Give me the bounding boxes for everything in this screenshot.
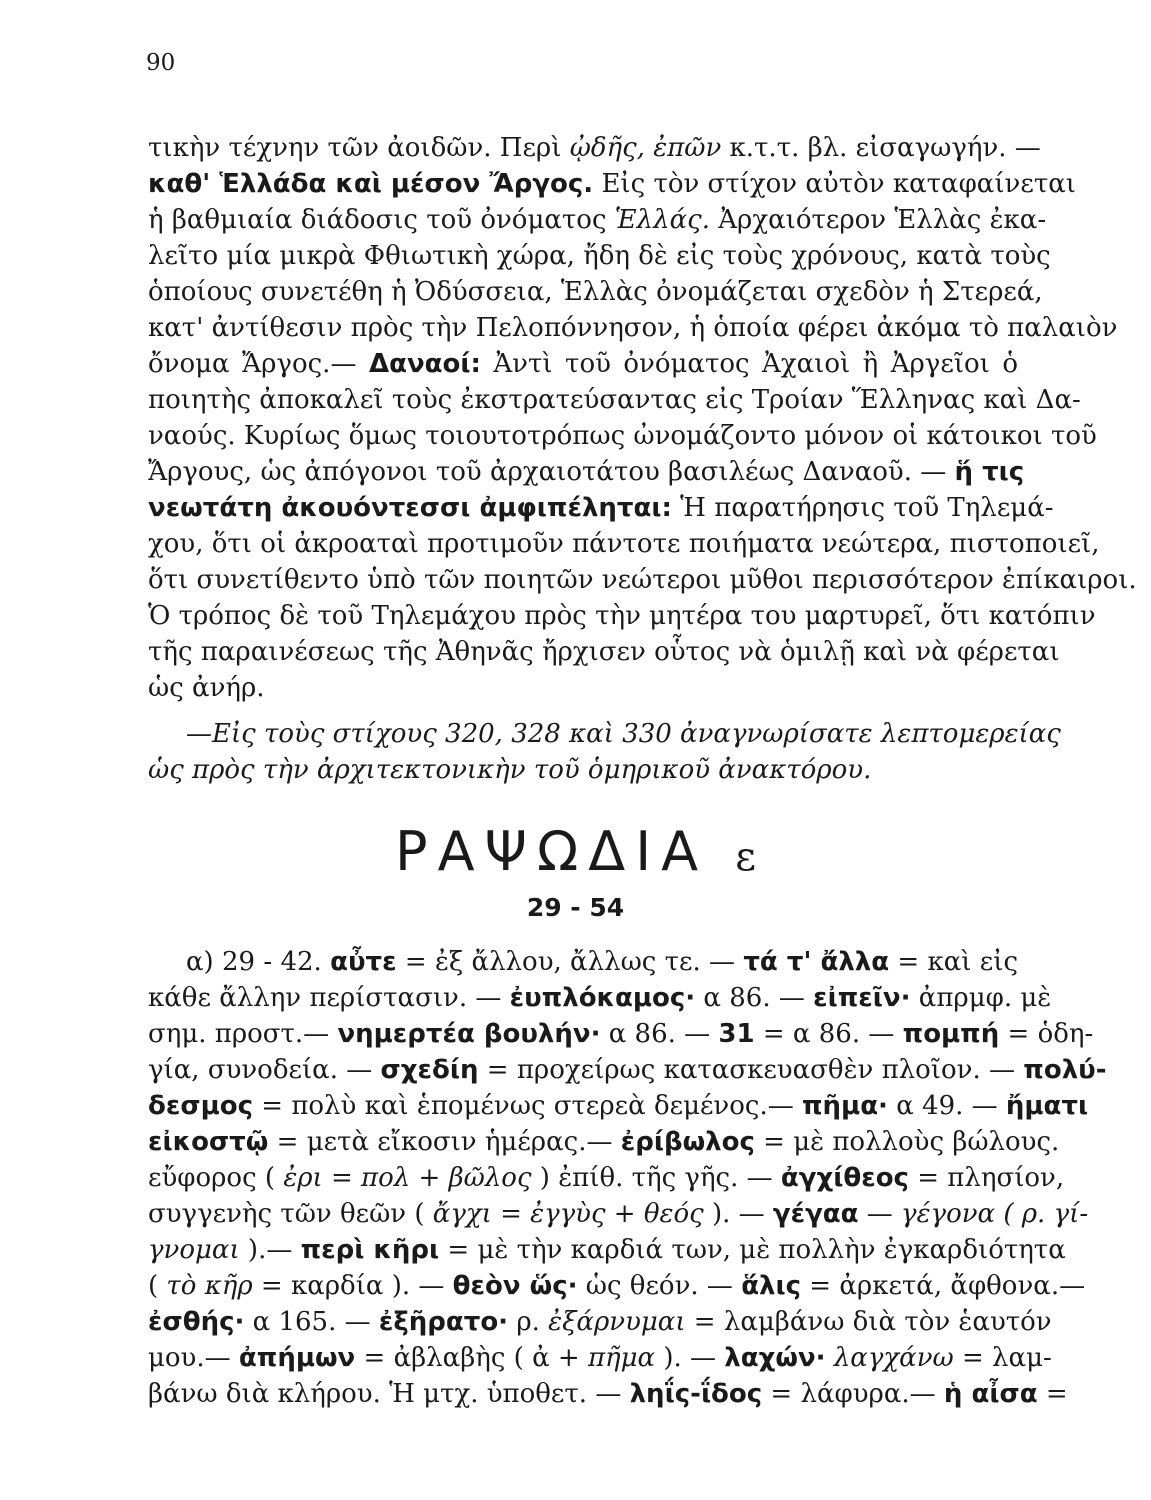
text-line: χου, ὅτι οἱ ἀκροαταὶ προτιμοῦν πάντοτε ποιήματα νεώτερα, πιστοποιεῖ, xyxy=(148,529,1100,559)
text-line: καθ' Ἑλλάδα καὶ μέσον Ἄργος. Εἰς τὸν στίχον αὐτὸν καταφαίνεται xyxy=(148,169,1076,199)
text-line: —Εἰς τοὺς στίχους 320, 328 καὶ 330 ἀναγνωρίσατε λεπτομερείας xyxy=(186,719,1061,749)
text-line: ( τὸ κῆρ = καρδία ). — θεὸν ὥς· ὡς θεόν. — ἅλις = ἀρκετά, ἄφθονα.— xyxy=(148,1271,1086,1301)
text-line: ὁποίους συνετέθη ἡ Ὀδύσσεια, Ἑλλὰς ὀνομάζεται σχεδὸν ἡ Στερεά, xyxy=(148,277,1043,307)
text-line: κάθε ἄλλην περίστασιν. — ἐυπλόκαμος· α 86. — εἰπεῖν· ἀπρμφ. μὲ xyxy=(148,983,1052,1013)
section-letter: ε xyxy=(735,834,756,880)
text-line: ὡς ἀνήρ. xyxy=(148,673,265,703)
text-line: εὔφορος ( ἐρι = πολ + βῶλος ) ἐπίθ. τῆς γῆς. — ἀγχίθεος = πλησίον, xyxy=(148,1163,1065,1193)
text-line: ἐσθής· α 165. — ἐξῆρατο· ρ. ἐξάρνυμαι = λαμβάνω διὰ τὸν ἑαυτόν xyxy=(148,1307,1052,1337)
text-line: γνομαι ).— περὶ κῆρι = μὲ τὴν καρδιά των, μὲ πολλὴν ἐγκαρδιότητα xyxy=(148,1235,1066,1265)
text-line: κατ' ἀντίθεσιν πρὸς τὴν Πελοπόννησον, ἡ ὁποία φέρει ἀκόμα τὸ παλαιὸν xyxy=(148,313,1118,343)
text-line: Ὁ τρόπος δὲ τοῦ Τηλεμάχου πρὸς τὴν μητέρα του μαρτυρεῖ, ὅτι κατόπιν xyxy=(148,601,1096,631)
text-line: ὅτι συνετίθεντο ὑπὸ τῶν ποιητῶν νεώτεροι μῦθοι περισσότερον ἐπίκαιροι. xyxy=(148,565,1137,595)
text-line: δεσμος = πολὺ καὶ ἑπομένως στερεὰ δεμένος.— πῆμα· α 49. — ἤματι xyxy=(148,1091,1089,1121)
text-line: ὄνομα Ἄργος.— Δαναοί: Ἀντὶ τοῦ ὀνόματος Ἀχαιοὶ ἢ Ἀργεῖοι ὁ xyxy=(148,349,1019,379)
text-line: ναούς. Κυρίως ὅμως τοιουτοτρόπως ὠνομάζοντο μόνον οἱ κάτοικοι τοῦ xyxy=(148,421,1097,451)
text-line: τῆς παραινέσεως τῆς Ἀθηνᾶς ἤρχισεν οὗτος νὰ ὁμιλῇ καὶ νὰ φέρεται xyxy=(148,637,1060,667)
text-line: σημ. προστ.— νημερτέα βουλήν· α 86. — 31 = α 86. — πομπή = ὁδη- xyxy=(148,1019,1094,1049)
text-line: Ἄργους, ὡς ἀπόγονοι τοῦ ἀρχαιοτάτου βασιλέως Δαναοῦ. — ἥ τις xyxy=(148,457,1025,487)
section-range: 29 - 54 xyxy=(526,893,625,922)
text-line: γία, συνοδεία. — σχεδίη = προχείρως κατασκευασθὲν πλοῖον. — πολύ- xyxy=(148,1055,1107,1085)
text-line: ἡ βαθμιαία διάδοσις τοῦ ὀνόματος Ἑλλάς. Ἀρχαιότερον Ἑλλὰς ἐκα- xyxy=(148,205,1047,235)
text-line: εἰκοστῷ = μετὰ εἴκοσιν ἡμέρας.— ἐρίβωλος = μὲ πολλοὺς βώλους. xyxy=(148,1127,1060,1157)
section-title: ΡΑΨΩΔΙΑ ε xyxy=(395,820,756,883)
text-line: βάνω διὰ κλήρου. Ἡ μτχ. ὑποθετ. — ληΐς-ΐδος = λάφυρα.— ἡ αἶσα = xyxy=(148,1379,1068,1409)
text-line: λεῖτο μία μικρὰ Φθιωτικὴ χώρα, ἤδη δὲ εἰς τοὺς χρόνους, κατὰ τοὺς xyxy=(148,241,1051,271)
text-line: ποιητὴς ἀποκαλεῖ τοὺς ἐκστρατεύσαντας εἰς Τροίαν Ἕλληνας καὶ Δα- xyxy=(148,385,1081,415)
text-line: μου.— ἀπήμων = ἀβλαβὴς ( ἀ + πῆμα ). — λαχών· λαγχάνω = λαμ- xyxy=(148,1343,1052,1373)
page-number: 90 xyxy=(146,50,176,76)
text-line: ὡς πρὸς τὴν ἀρχιτεκτονικὴν τοῦ ὁμηρικοῦ ἀνακτόρου. xyxy=(148,755,872,785)
text-line: τικὴν τέχνην τῶν ἀοιδῶν. Περὶ ᾠδῆς, ἐπῶν κ.τ.τ. βλ. εἰσαγωγήν. — xyxy=(148,133,1041,163)
text-line: συγγενὴς τῶν θεῶν ( ἄγχι = ἐγγὺς + θεός ). — γέγαα — γέγονα ( ρ. γί- xyxy=(148,1199,1089,1229)
text-line: α) 29 - 42. αὖτε = ἐξ ἄλλου, ἄλλως τε. — τά τ' ἄλλα = καὶ εἰς xyxy=(186,947,1019,977)
text-line: νεωτάτη ἀκουόντεσσι ἀμφιπέληται: Ἡ παρατήρησις τοῦ Τηλεμά- xyxy=(148,493,1054,523)
